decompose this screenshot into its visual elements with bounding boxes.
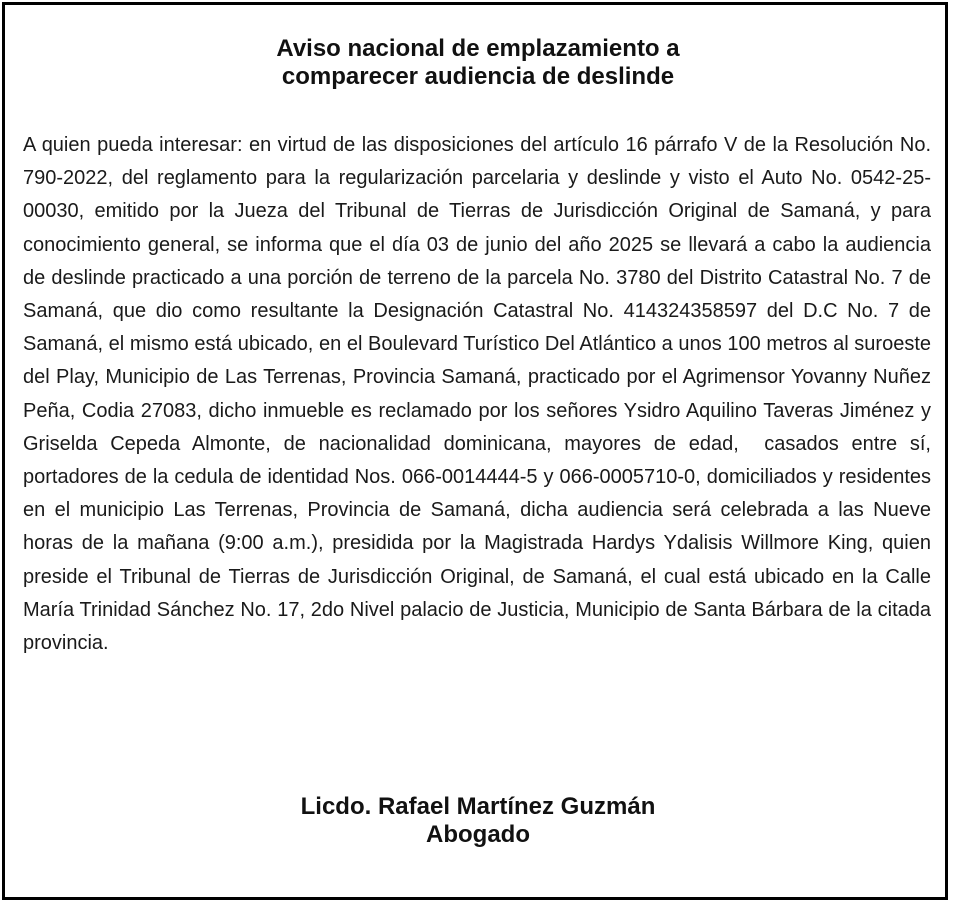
signature-role: Abogado [426, 821, 530, 848]
notice-frame [2, 2, 948, 900]
notice-title-line-1: Aviso nacional de emplazamiento a [276, 35, 680, 62]
notice-title-line-2: comparecer audiencia de deslinde [281, 63, 675, 90]
signature-name: Licdo. Rafael Martínez Guzmán [300, 793, 656, 820]
notice-title [5, 35, 951, 91]
notice-body: A quien pueda interesar: en virtud de las disposiciones del artículo 16 párrafo V de la Resolución No. 790-2022, del reglamento para la regularización parcelaria y deslinde y visto el Auto No. 0542-25-00030, emitido por la Jueza del Tribunal de Tierras de Jurisdicción Original de Samaná, y para conocimiento general, se informa que el día 03 de junio del año 2025 se llevará a cabo la audiencia de deslinde practicado a una porción de terreno de la parcela No. 3780 del Distrito Catastral No. 7 de Samaná, que dio como resultante la Designación Catastral No. 414324358597 del D.C No. 7 de Samaná, el mismo está ubicado, en el Boulevard Turístico Del Atlántico a unos 100 metros al suroeste del Play, Municipio de Las Terrenas, Provincia Samaná, practicado por el Agrimensor Yovanny Nuñez Peña, Codia 27083, dicho inmueble es reclamado por los señores Ysidro Aquilino Taveras Jiménez y Griselda Cepeda Almonte, de nacionalidad dominicana, mayores de edad, casados entre sí, portadores de la cedula de identidad Nos. 066-0014444-5 y 066-0005710-0, domiciliados y residentes en el municipio Las Terrenas, Provincia de Samaná, dicha audiencia será celebrada a las Nueve horas de la mañana (9:00 a.m.), presidida por la Magistrada Hardys Ydalisis Willmore King, quien preside el Tribunal de Tierras de Jurisdicción Original, de Samaná, el cual está ubicado en la Calle María Trinidad Sánchez No. 17, 2do Nivel palacio de Justicia, Municipio de Santa Bárbara de la citada provincia. [23, 134, 937, 655]
signature-block [5, 793, 951, 849]
